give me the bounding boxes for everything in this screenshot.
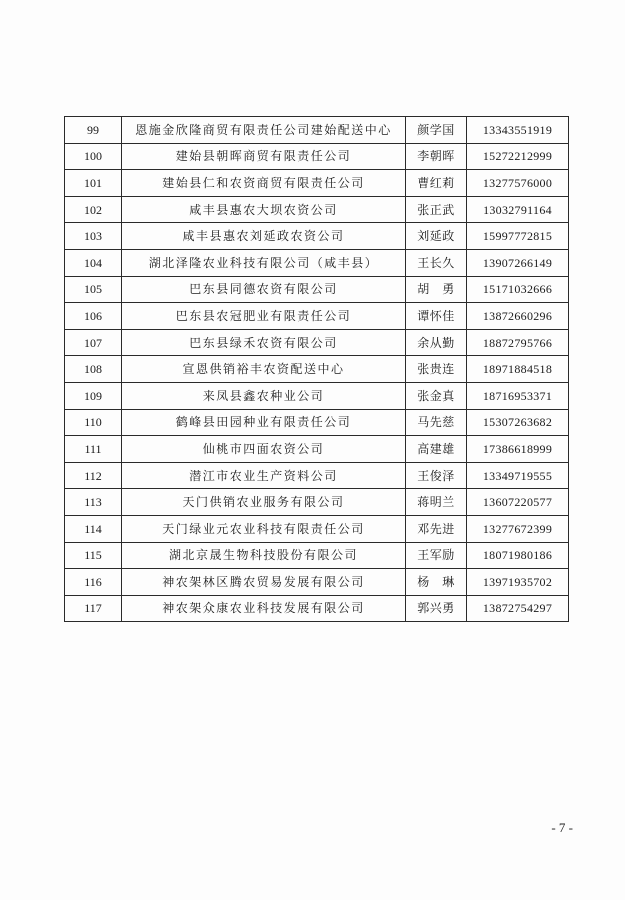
row-number-cell: 117: [65, 595, 122, 622]
organization-name-cell: 建始县朝晖商贸有限责任公司: [122, 143, 406, 170]
phone-number-cell: 15307263682: [467, 409, 569, 436]
contact-person-cell: 张金真: [406, 382, 467, 409]
phone-number-cell: 13032791164: [467, 196, 569, 223]
row-number-cell: 115: [65, 542, 122, 569]
phone-number-cell: 13277672399: [467, 515, 569, 542]
contact-person-cell: 高建雄: [406, 436, 467, 463]
organization-name-cell: 建始县仁和农资商贸有限责任公司: [122, 170, 406, 197]
table-row: [65, 196, 569, 223]
organization-name-cell: 神农架众康农业科技发展有限公司: [122, 595, 406, 622]
organization-name-cell: 鹤峰县田园种业有限责任公司: [122, 409, 406, 436]
row-number-cell: 103: [65, 223, 122, 250]
contact-person-cell: 郭兴勇: [406, 595, 467, 622]
contact-person-cell: 蒋明兰: [406, 489, 467, 516]
organization-name-cell: 神农架林区腾农贸易发展有限公司: [122, 569, 406, 596]
organization-name-cell: 宣恩供销裕丰农资配送中心: [122, 356, 406, 383]
distributor-table: [64, 116, 569, 622]
contact-person-cell: 张贵连: [406, 356, 467, 383]
organization-name-cell: 天门绿业元农业科技有限责任公司: [122, 515, 406, 542]
table-row: [65, 489, 569, 516]
contact-person-cell: 王俊泽: [406, 462, 467, 489]
contact-person-cell: 李朝晖: [406, 143, 467, 170]
phone-number-cell: 15272212999: [467, 143, 569, 170]
phone-number-cell: 18971884518: [467, 356, 569, 383]
row-number-cell: 110: [65, 409, 122, 436]
phone-number-cell: 13277576000: [467, 170, 569, 197]
row-number-cell: 104: [65, 249, 122, 276]
contact-person-cell: 曹红莉: [406, 170, 467, 197]
row-number-cell: 107: [65, 329, 122, 356]
table-row: [65, 117, 569, 144]
row-number-cell: 112: [65, 462, 122, 489]
contact-person-cell: 刘延政: [406, 223, 467, 250]
table-row: [65, 569, 569, 596]
contact-person-cell: 王长久: [406, 249, 467, 276]
table-row: [65, 409, 569, 436]
contact-person-cell: 杨 琳: [406, 569, 467, 596]
organization-name-cell: 湖北泽隆农业科技有限公司（咸丰县）: [122, 249, 406, 276]
contact-person-cell: 马先慈: [406, 409, 467, 436]
distributor-table-body: [65, 117, 569, 622]
organization-name-cell: 湖北京晟生物科技股份有限公司: [122, 542, 406, 569]
contact-person-cell: 王军励: [406, 542, 467, 569]
row-number-cell: 100: [65, 143, 122, 170]
table-row: [65, 382, 569, 409]
table-row: [65, 170, 569, 197]
organization-name-cell: 恩施金欣隆商贸有限责任公司建始配送中心: [122, 117, 406, 144]
table-row: [65, 595, 569, 622]
phone-number-cell: 13872754297: [467, 595, 569, 622]
row-number-cell: 99: [65, 117, 122, 144]
contact-person-cell: 余从勤: [406, 329, 467, 356]
organization-name-cell: 巴东县同德农资有限公司: [122, 276, 406, 303]
row-number-cell: 111: [65, 436, 122, 463]
phone-number-cell: 13343551919: [467, 117, 569, 144]
table-row: [65, 542, 569, 569]
phone-number-cell: 13349719555: [467, 462, 569, 489]
table-row: [65, 329, 569, 356]
phone-number-cell: 15171032666: [467, 276, 569, 303]
table-row: [65, 303, 569, 330]
phone-number-cell: 18071980186: [467, 542, 569, 569]
page-number: - 7 -: [551, 820, 573, 835]
organization-name-cell: 来凤县鑫农种业公司: [122, 382, 406, 409]
phone-number-cell: 13872660296: [467, 303, 569, 330]
phone-number-cell: 15997772815: [467, 223, 569, 250]
table-row: [65, 356, 569, 383]
contact-person-cell: 谭怀佳: [406, 303, 467, 330]
organization-name-cell: 潜江市农业生产资料公司: [122, 462, 406, 489]
organization-name-cell: 咸丰县惠农大坝农资公司: [122, 196, 406, 223]
table-row: [65, 436, 569, 463]
row-number-cell: 116: [65, 569, 122, 596]
row-number-cell: 113: [65, 489, 122, 516]
row-number-cell: 101: [65, 170, 122, 197]
organization-name-cell: 咸丰县惠农刘延政农资公司: [122, 223, 406, 250]
phone-number-cell: 18872795766: [467, 329, 569, 356]
contact-person-cell: 张正武: [406, 196, 467, 223]
phone-number-cell: 13907266149: [467, 249, 569, 276]
contact-person-cell: 颜学国: [406, 117, 467, 144]
phone-number-cell: 13607220577: [467, 489, 569, 516]
row-number-cell: 105: [65, 276, 122, 303]
row-number-cell: 109: [65, 382, 122, 409]
table-row: [65, 143, 569, 170]
row-number-cell: 114: [65, 515, 122, 542]
table-row: [65, 223, 569, 250]
contact-person-cell: 邓先进: [406, 515, 467, 542]
row-number-cell: 102: [65, 196, 122, 223]
organization-name-cell: 巴东县农冠肥业有限责任公司: [122, 303, 406, 330]
table-row: [65, 515, 569, 542]
phone-number-cell: 13971935702: [467, 569, 569, 596]
table-row: [65, 276, 569, 303]
organization-name-cell: 天门供销农业服务有限公司: [122, 489, 406, 516]
phone-number-cell: 17386618999: [467, 436, 569, 463]
table-row: [65, 462, 569, 489]
organization-name-cell: 巴东县绿禾农资有限公司: [122, 329, 406, 356]
row-number-cell: 106: [65, 303, 122, 330]
contact-person-cell: 胡 勇: [406, 276, 467, 303]
row-number-cell: 108: [65, 356, 122, 383]
phone-number-cell: 18716953371: [467, 382, 569, 409]
organization-name-cell: 仙桃市四面农资公司: [122, 436, 406, 463]
table-row: [65, 249, 569, 276]
